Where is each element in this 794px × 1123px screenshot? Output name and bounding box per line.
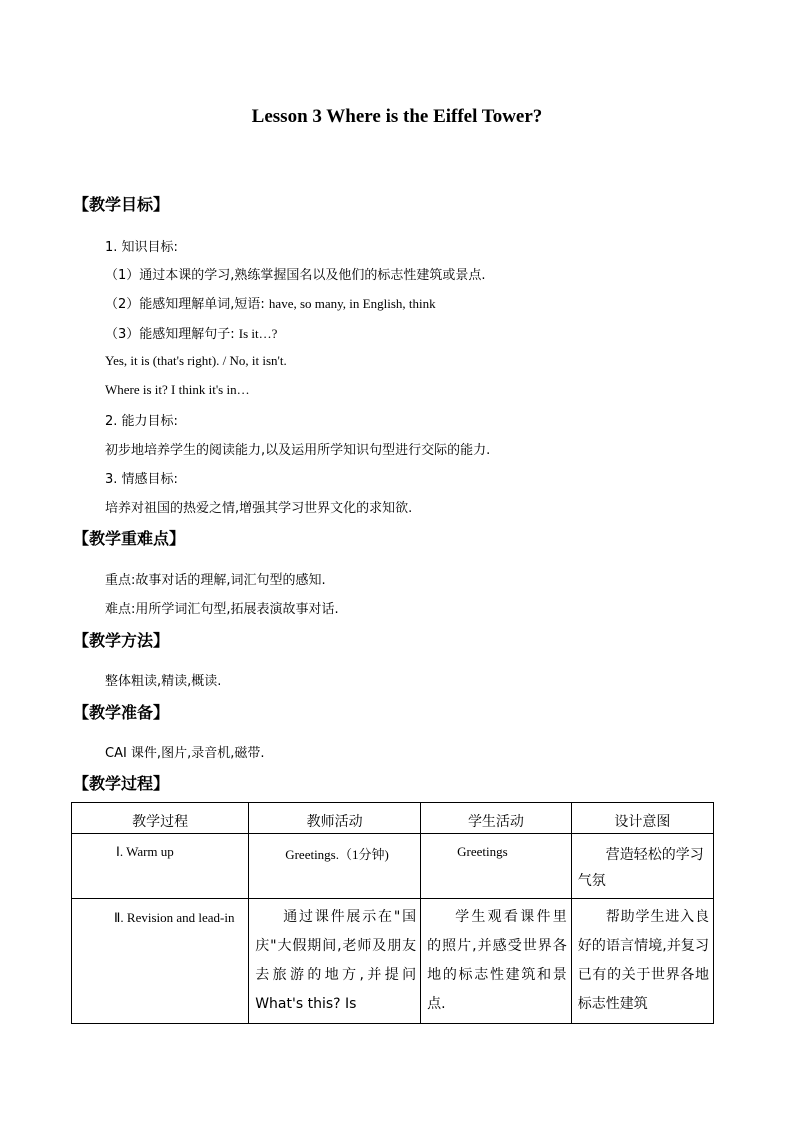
page-title: Lesson 3 Where is the Eiffel Tower?	[251, 106, 543, 127]
column-header-student: 学生活动	[421, 803, 572, 834]
cell-teacher: 通过课件展示在"国庆"大假期间,老师及朋友去旅游的地方,并提问 What's this? Is	[249, 899, 421, 1024]
section-heading-key-points: 【教学重难点】	[73, 529, 186, 548]
section-heading-preparation: 【教学准备】	[73, 703, 170, 722]
knowledge-objective-2	[105, 293, 436, 312]
preparation-text: CAI 课件,图片,录音机,磁带.	[105, 746, 265, 761]
knowledge-objective-2-words: have, so many, in English, think	[268, 296, 436, 311]
column-header-teacher: 教师活动	[249, 803, 421, 834]
cell-purpose: 帮助学生进入良好的语言情境,并复习已有的关于世界各地标志性建筑	[571, 899, 713, 1024]
column-header-purpose: 设计意图	[571, 803, 713, 834]
knowledge-objective-2-prefix: （2）能感知理解单词,短语:	[105, 297, 269, 312]
knowledge-objective-1: （1）通过本课的学习,熟练掌握国名以及他们的标志性建筑或景点.	[105, 268, 486, 283]
emotion-objective-text: 培养对祖国的热爱之情,增强其学习世界文化的求知欲.	[105, 501, 413, 516]
methods-text: 整体粗读,精读,概读.	[105, 674, 222, 689]
ability-objective-text: 初步地培养学生的阅读能力,以及运用所学知识句型进行交际的能力.	[105, 443, 491, 458]
table-row	[72, 834, 714, 899]
section-heading-process: 【教学过程】	[73, 774, 170, 793]
sentence-where: Where is it? I think it's in…	[105, 382, 250, 397]
knowledge-objective-label: 1. 知识目标:	[105, 240, 178, 255]
table-header-row	[72, 803, 714, 834]
cell-student: Greetings	[421, 834, 572, 899]
cell-purpose: 营造轻松的学习气氛	[571, 834, 713, 899]
cell-teacher: Greetings.（1分钟)	[249, 834, 421, 899]
column-header-stage: 教学过程	[72, 803, 249, 834]
cell-stage: Ⅰ. Warm up	[72, 834, 249, 899]
table-row	[72, 899, 714, 1024]
knowledge-objective-3-prefix: （3）能感知理解句子:	[105, 327, 239, 342]
emotion-objective-label: 3. 情感目标:	[105, 472, 178, 487]
cell-student: 学生观看课件里的照片,并感受世界各地的标志性建筑和景点.	[421, 899, 572, 1024]
ability-objective-label: 2. 能力目标:	[105, 414, 178, 429]
section-heading-methods: 【教学方法】	[73, 631, 170, 650]
knowledge-objective-3-sentence: Is it…?	[238, 326, 278, 341]
difficulty-point: 难点:用所学词汇句型,拓展表演故事对话.	[105, 602, 339, 617]
section-heading-objectives: 【教学目标】	[73, 195, 170, 214]
focus-point: 重点:故事对话的理解,词汇句型的感知.	[105, 573, 326, 588]
sentence-answer: Yes, it is (that's right). / No, it isn't.	[105, 353, 287, 368]
process-table	[71, 802, 714, 1024]
cell-stage: Ⅱ. Revision and lead-in	[72, 899, 249, 1024]
knowledge-objective-3	[105, 323, 277, 342]
